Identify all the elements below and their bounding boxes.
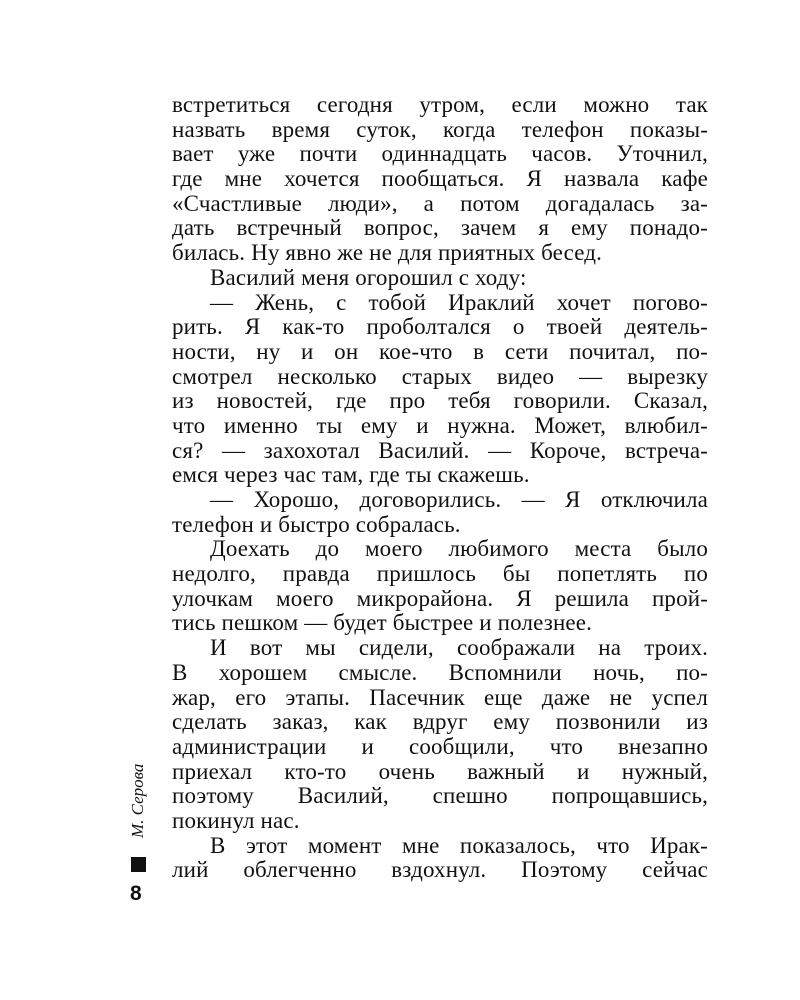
text-line: лий облегченно вздохнул. Поэтому сейчас — [172, 857, 708, 883]
text-line: поэтому Василий, спешно попрощавшись, — [172, 783, 708, 809]
text-line: Доехать до моего любимого места было — [210, 536, 708, 562]
text-line: что именно ты ему и нужна. Может, влюбил- — [172, 412, 708, 438]
text-line: В этот момент мне показалось, что Ирак- — [210, 832, 708, 858]
text-line: Василий меня огорошил с ходу: — [210, 264, 527, 290]
author-running-head: М. Серова — [128, 763, 147, 838]
text-line: улочкам моего микрорайона. Я решила прой- — [172, 585, 708, 611]
text-line: ности, ну и он кое-что в сети почитал, по- — [172, 338, 708, 364]
text-line: — Хорошо, договорились. — Я отключила — [210, 487, 708, 512]
text-line: — Жень, с тобой Ираклий хочет погово- — [210, 289, 708, 315]
text-line: ся? — захохотал Василий. — Короче, встреча- — [172, 437, 708, 463]
text-line: администрации и сообщили, что внезапно — [172, 733, 708, 759]
text-line: из новостей, где про тебя говорили. Сказал, — [172, 388, 708, 414]
text-line: билась. Ну явно же не для приятных бесед. — [172, 240, 603, 266]
text-line: тись пешком — будет быстрее и полезнее. — [172, 610, 593, 636]
text-line: «Счастливые люди», а потом догадалась за- — [172, 190, 708, 216]
text-line: недолго, правда пришлось бы попетлять по — [172, 561, 708, 587]
text-line: вает уже почти одиннадцать часов. Уточнил, — [172, 141, 708, 167]
text-line: где мне хочется пообщаться. Я назвала кафе — [172, 166, 708, 192]
body-text — [172, 93, 708, 883]
text-line: емся через час там, где ты скажешь. — [172, 462, 530, 488]
text-line: В хорошем смысле. Вспомнили ночь, по- — [172, 659, 708, 685]
text-line: жар, его этапы. Пасечник еще даже не успел — [172, 684, 708, 710]
text-line: дать встречный вопрос, зачем я ему понадо- — [172, 215, 708, 241]
page-number: 8 — [130, 882, 142, 905]
text-line: покинул нас. — [172, 807, 300, 833]
text-line: смотрел несколько старых видео — вырезку — [172, 363, 708, 389]
text-line: сделать заказ, как вдруг ему позвонили из — [172, 709, 708, 735]
text-line: рить. Я как-то проболтался о твоей деятель- — [172, 314, 708, 340]
square-marker-icon — [131, 857, 146, 872]
text-line: назвать время суток, когда телефон показы- — [172, 116, 708, 142]
text-line: телефон и быстро собралась. — [172, 511, 461, 537]
text-line: встретиться сегодня утром, если можно так — [172, 92, 708, 117]
text-line: И вот мы сидели, соображали на троих. — [210, 635, 708, 661]
text-line: приехал кто-то очень важный и нужный, — [172, 758, 708, 784]
